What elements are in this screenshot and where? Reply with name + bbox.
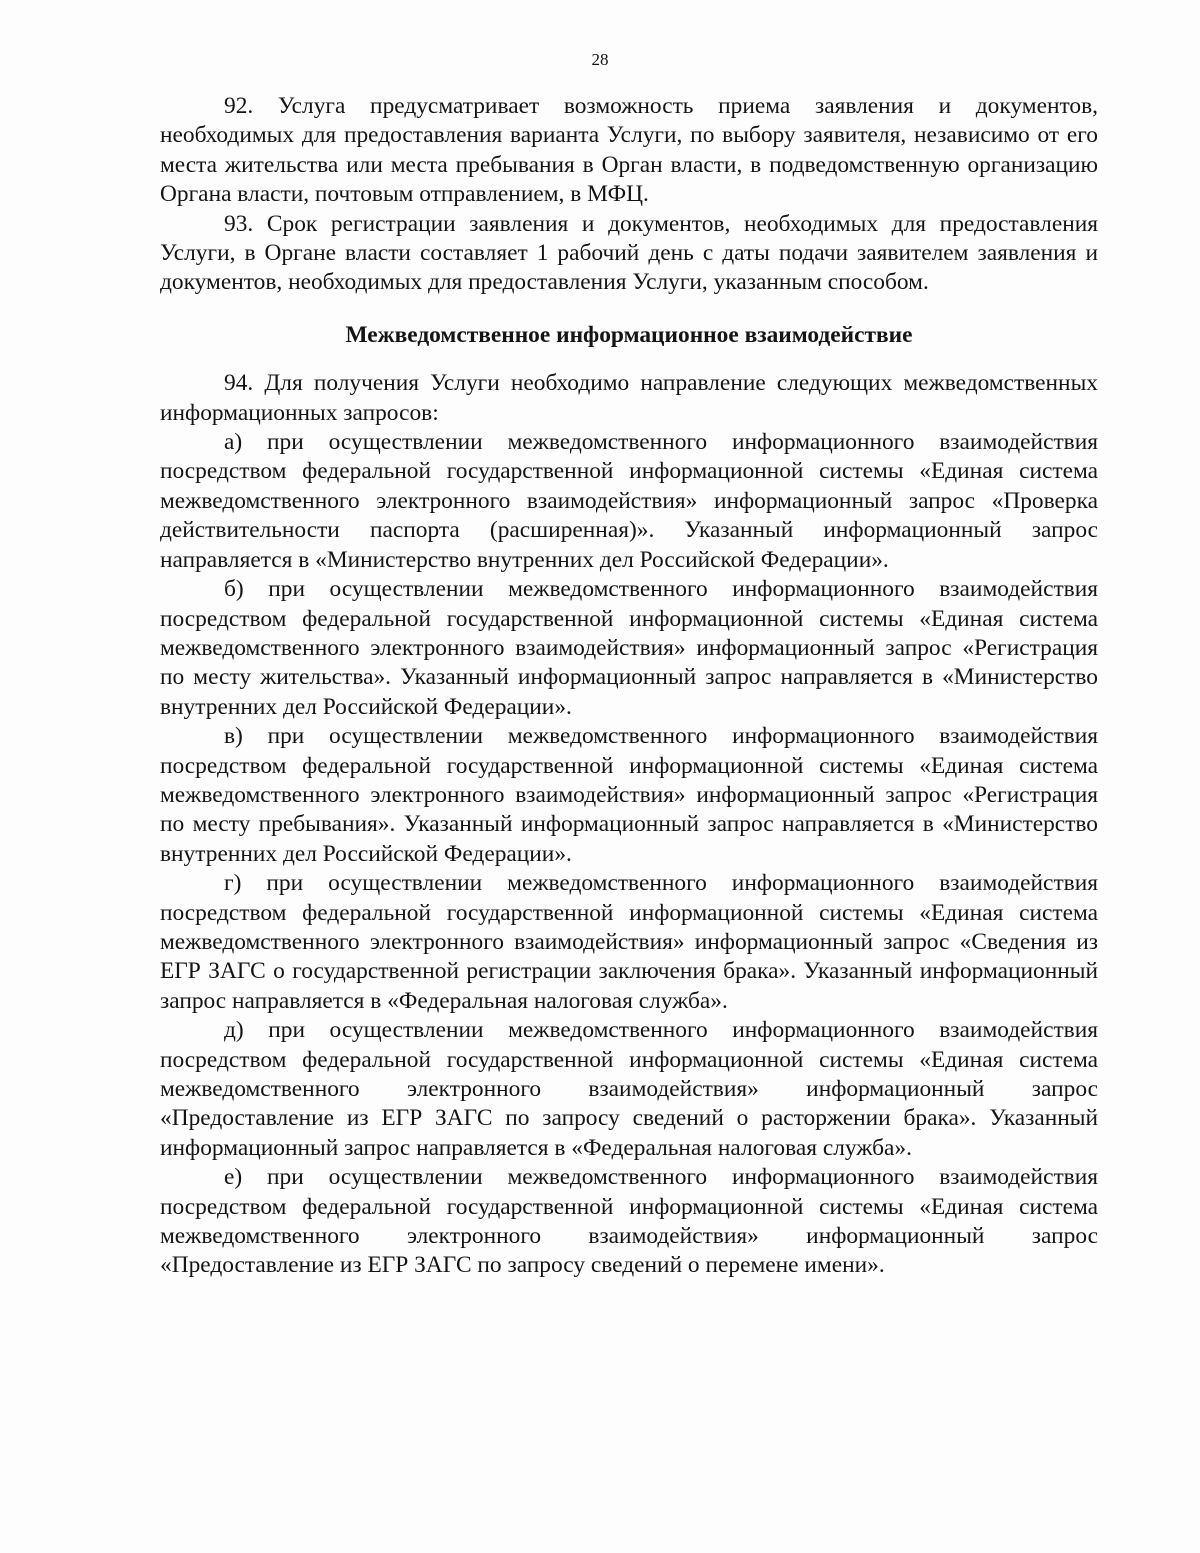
list-item-a: а) при осуществлении межведомственного информационного взаимодействия посредством федеральной государственной информационной системы «Единая система межведомственного электронного взаимодействия» информационный запрос «Проверка действительности паспорта (расширенная)». Указанный информационный запрос направляется в «Министерство внутренних дел Российской Федерации». xyxy=(160,429,1098,573)
list-item-v: в) при осуществлении межведомственного информационного взаимодействия посредством федеральной государственной информационной системы «Единая система межведомственного электронного взаимодействия» информационный запрос «Регистрация по месту пребывания». Указанный информационный запрос направляется в «Министерство внутренних дел Российской Федерации». xyxy=(160,723,1098,867)
list-item-b: б) при осуществлении межведомственного информационного взаимодействия посредством федеральной государственной информационной системы «Единая система межведомственного электронного взаимодействия» информационный запрос «Регистрация по месту жительства». Указанный информационный запрос направляется в «Министерство внутренних дел Российской Федерации». xyxy=(160,576,1098,720)
paragraph-92: 92. Услуга предусматривает возможность приема заявления и документов, необходимых для предоставления варианта Услуги, по выбору заявителя, независимо от его места жительства или места пребывания в Орган власти, в подведомственную организацию Органа власти, почтовым отправлением, в МФЦ. xyxy=(160,93,1098,208)
document-body xyxy=(160,92,1098,1281)
paragraph-93: 93. Срок регистрации заявления и документов, необходимых для предоставления Услуги, в Органе власти составляет 1 рабочий день с даты подачи заявителем заявления и документов, необходимых для предоставления Услуги, указанным способом. xyxy=(160,210,1098,296)
list-item-d: д) при осуществлении межведомственного информационного взаимодействия посредством федеральной государственной информационной системы «Единая система межведомственного электронного взаимодействия» информационный запрос «Предоставление из ЕГР ЗАГС по запросу сведений о расторжении брака». Указанный информационный запрос направляется в «Федеральная налоговая служба». xyxy=(160,1017,1098,1161)
paragraph-94: 94. Для получения Услуги необходимо направление следующих межведомственных информационных запросов: xyxy=(160,370,1098,426)
list-item-g: г) при осуществлении межведомственного информационного взаимодействия посредством федеральной государственной информационной системы «Единая система межведомственного электронного взаимодействия» информационный запрос «Сведения из ЕГР ЗАГС о государственной регистрации заключения брака». Указанный информационный запрос направляется в «Федеральная налоговая служба». xyxy=(160,870,1098,1014)
list-item-e: е) при осуществлении межведомственного информационного взаимодействия посредством федеральной государственной информационной системы «Единая система межведомственного электронного взаимодействия» информационный запрос «Предоставление из ЕГР ЗАГС по запросу сведений о перемене имени». xyxy=(160,1164,1098,1279)
section-heading: Межведомственное информационное взаимодействие xyxy=(345,321,913,348)
page-number: 28 xyxy=(591,50,609,69)
